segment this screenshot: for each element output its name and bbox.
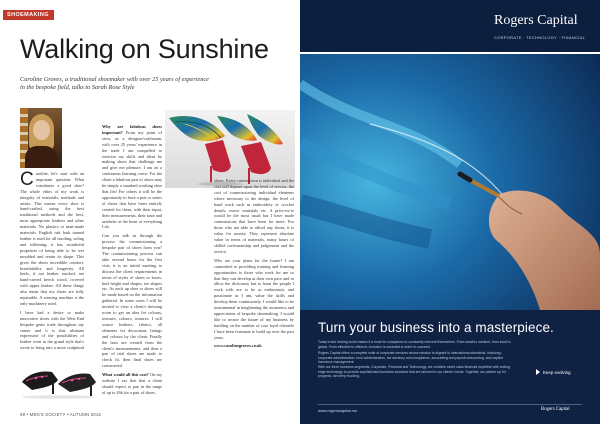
cta-label: Keep evolving — [543, 369, 571, 375]
ad-body-1: Today's fast moving world makes it a must for companies to constantly reinvent themselves. From small to medium, from local to global. From effective to efficient, evolution is essential in order to succeed. — [318, 340, 511, 349]
question-1: Why are fabulous shoes important? — [102, 124, 162, 135]
article-column-2 — [102, 124, 162, 399]
parrot-shoes-image — [165, 110, 295, 188]
keep-evolving-cta[interactable] — [536, 369, 571, 375]
drop-cap: C — [20, 169, 34, 190]
section-tag: SHOEMAKING — [3, 10, 54, 20]
arrow-right-icon — [536, 369, 540, 375]
painting-hand-image — [300, 54, 600, 310]
ad-footer-brand: Rogers Capital — [541, 407, 570, 412]
black-heels-image — [18, 352, 100, 400]
column-1-text-2: I have had a desire to make innovative shoes with the West End bespoke gents trade throughout my career and it is that ultimate expression of the possibilities of leather even in the grand style that's wrote to bring into a more sculptural — [20, 309, 84, 351]
ad-body-3: With our three business segments, Corporate, Financial and Technology, we combine world class financial expertise with cutting edge technology to provide sophisticated business solutions that are tailored to our clients' needs. Together, we partner up for progress, we keep evolving. — [318, 365, 510, 379]
ad-headline: Turn your business into a masterpiece. — [318, 320, 554, 335]
article-headline: Walking on Sunshine — [20, 34, 269, 64]
ad-body-2: Rogers Capital offers a complete suite of corporate services whose mission is aligned to international standards, including: corporate administration, fund administration, tax advisory and compliance, accounting and payroll outsourcing, and captive insurance management. — [318, 351, 504, 365]
column-3-text: shoes. Every commission is individual and the cost will depend upon the level of service, the cost of commissioning individual elements where necessary to the design, the level of hand work such as embroidery or crochet details, exotic materials etc. A price-ex-to would be the most usual but I have made commissions that have been far more. For those who are able to afford any shoes, it is value for money. They represent absolute value in terms of materials, many hours of skilled craftsmanship and judgement and the service. — [214, 178, 294, 254]
article-standfirst: Caroline Groves, a traditional shoemaker with over 25 years of experience in the bespoke field, talks to Sarah Rose Style — [20, 76, 209, 92]
answer-1: From my point of view, as a designer/craftsman, with over 25 years' experience in the trade I am compelled to exercise my skills and ideas by making shoes that challenge me and give me pleasure. I am on a continuous learning curve. For the client a fabulous pair of shoes may be simply a standard working shoe that fits! For others it will be the opportunity to have a pair or series of shoes that have been entirely created for them, with their input, their measurements, their taste and aesthetic at the heart of everything I do. — [102, 129, 162, 230]
ad-url[interactable]: www.rogerscapital.mu — [318, 408, 358, 413]
divider — [318, 404, 582, 405]
website-link[interactable]: www.carolinegroves.co.uk — [214, 343, 262, 349]
brand-tagline: CORPORATE · TECHNOLOGY · FINANCIAL — [494, 35, 586, 40]
article-column-1 — [20, 171, 84, 378]
question-3: What would all this cost? — [102, 372, 149, 378]
answer-3: On my website I say that that a client should expect to pay in the range of up to £6k for a pair of shoes. — [102, 372, 162, 395]
answer-2: Can you talk us through the process the commissioning a bespoke pair of shoes from you? The commissioning process can take several hours for the first visit; it is an initial meeting to discuss the client requirements in terms of styles of shoes or boots, heel height and shapes, toe shapes etc. As each up shoe or shoes will be made based on the information gathered. In some cases I will be invited to view a client's dressing room to get an idea for colours, textures, colours, textures. I will source leathers, fabrics, all elements for decoration, linings and colours by the client. Finally the lasts are created from the client's measurements, and then a pair of trial shoes are made to check fit, then final shoes are constructed. — [102, 233, 162, 369]
brand-logo: Rogers Capital — [494, 13, 578, 28]
column-1-text: aroline, let's start with an important question: What constitutes a good shoe? The whole ethos of my work is integrity of materials, methods and artists. This means every shoe is hand-crafted, using the best traditional methods and the best, most appropriate leathers and other materials. No plastics or man-made materials. English oak bark tanned leather is used for all insoling, soling and stiffening; it has wonderful properties of being able to be wet moulded and retain its shape. This gives the shoes incredible comfort, breathability and longevity. All heels, if not leather stacked, are hand-carved beech wood, covered with upper leather. All these things also mean that my shoes are fully repairable. A wearing machine is the only machinery used. — [20, 171, 84, 306]
column-3-text-2: Who are your plans for the future? I am committed to providing training and learning opportunities to those who work for me so that they can develop at their own pace and to allow the dictionary but to learn the people I work with are to be as enthusiastic and passionate as I am, value the skills and develop them continuously. I would like to be instrumental in heightening the awareness and appreciation of bespoke shoemaking. I would like to secure the future of my business by building on the number of core loyal clientele I have been fortunate to build up over the past years. — [214, 257, 294, 340]
article-column-3 — [214, 178, 294, 352]
advertisement-page — [300, 0, 600, 424]
portrait-photo — [20, 108, 62, 168]
page-footer: 98 • MEN'S SOCIETY • AUTUMN 2015 — [20, 412, 102, 417]
